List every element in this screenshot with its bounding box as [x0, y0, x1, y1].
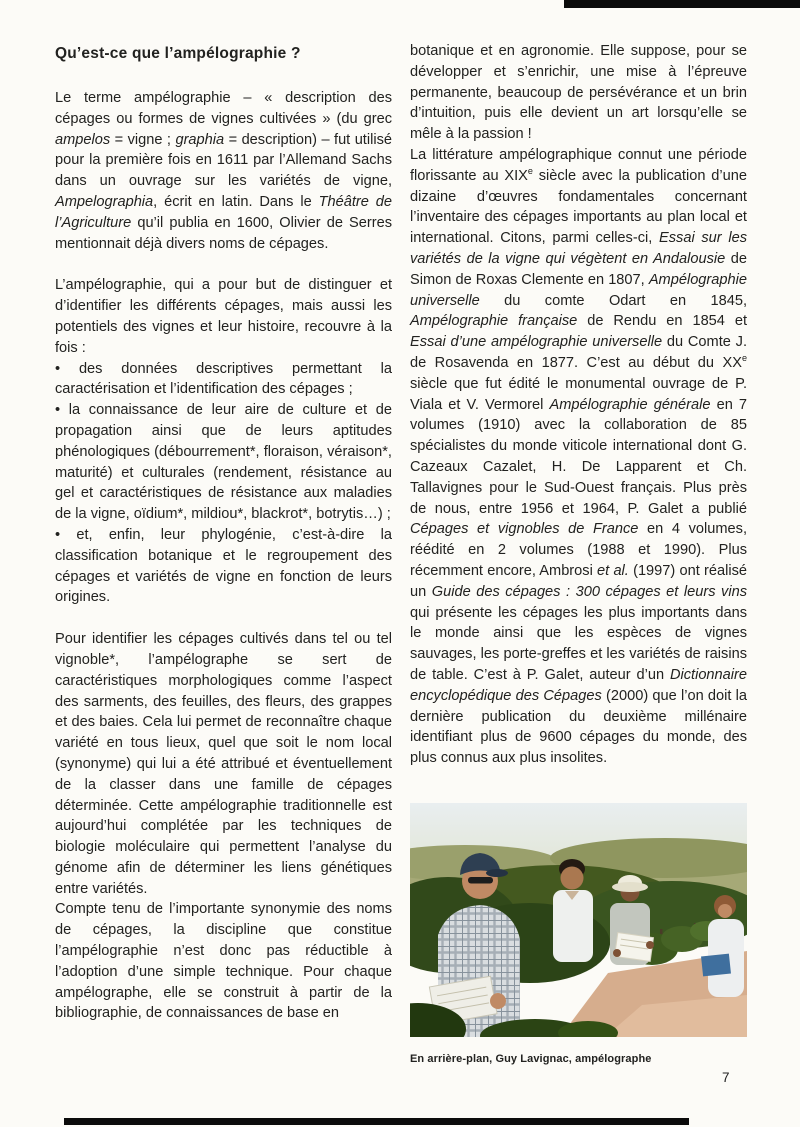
- print-mark-top: [564, 0, 800, 8]
- paragraph-identification: Pour identifier les cépages cultivés dans tel ou tel vignoble*, l’ampélographe se sert de caractéristiques morphologiques comme l’aspect des sarments, des feuilles, des fleurs, des grappes et des baies. Cela lui permet de reconnaître chaque variété en tous lieux, quel que soit le nom local (synonyme) qui lui a été attribué et éventuellement de la classer dans une famille de cépages déterminée. Cette ampélographie traditionnelle est aujourd’hui complétée par les techniques de biologie moléculaire qui permettent l’analyse du génome afin de déterminer les liens génétiques entre variétés.: [55, 631, 392, 897]
- print-mark-bottom: [64, 1118, 689, 1125]
- photo-caption: En arrière-plan, Guy Lavignac, ampélographe: [410, 1052, 652, 1065]
- left-column: [55, 45, 392, 1024]
- paragraph-continuation: botanique et en agronomie. Elle suppose, pour se développer et s’enrichir, une mise à l’épreuve permanente, beaucoup de persévérance et un brin d’intuition, puis elle devient un art lorsqu’elle se mêle à la passion !: [410, 43, 747, 143]
- bullet-descriptive-data: • des données descriptives permettant la caractérisation et l’identification des cépages ;: [55, 360, 392, 398]
- vineyard-photo: [410, 803, 747, 1065]
- page-heading: Qu’est-ce que l’ampélographie ?: [55, 45, 301, 62]
- vineyard-photo-illustration: [410, 803, 747, 1037]
- bullet-culture-knowledge: • la connaissance de leur aire de culture et de propagation ainsi que de leurs aptitudes phénologiques (débourrement*, floraison, véraison*, maturité) et culturales (rendement, résistance au gel et caractéristiques de résistance aux maladies de la vigne, oïdium*, mildiou*, blackrot*, botrytis…) ;: [55, 402, 392, 523]
- paragraph-synonymy: Compte tenu de l’importante synonymie des noms de cépages, la discipline que constitue l’ampélographie n’est donc pas réductible à l’adoption d’une simple technique. Pour chaque ampélographe, elle se construit à partir de la bibliographie, de connaissances de base en: [55, 901, 392, 1022]
- paragraph-definition: Le terme ampélographie – « description des cépages ou formes de vignes cultivées » (du grec ampelos = vigne ; graphia = description) – fut utilisé pour la première fois en 1611 par l’Allemand Sachs dans un ouvrage sur les variétés de vigne, Ampelographia, écrit en latin. Dans le Théâtre de l’Agriculture qu’il publia en 1600, Olivier de Serres mentionnait déjà divers noms de cépages.: [55, 90, 393, 252]
- paragraph-scope-intro: L’ampélographie, qui a pour but de distinguer et d’identifier les différents cépages, mais aussi les potentiels des vignes et leur histoire, recouvre à la fois :: [55, 277, 392, 356]
- right-column: [410, 41, 747, 1065]
- page-number: 7: [722, 1070, 730, 1085]
- bullet-phylogeny: • et, enfin, leur phylogénie, c’est-à-dire la classification botanique et le regroupement des cépages et variétés de vigne en fonction de leurs origines.: [55, 526, 392, 606]
- paragraph-literature: La littérature ampélographique connut une période florissante au XIXe siècle avec la publication d’une dizaine d’œuvres fondamentales concernant l’inventaire des cépages importants au plan local et international. Citons, parmi celles-ci, Essai sur les variétés de la vigne qui végètent en Andalousie de Simon de Roxas Clemente en 1807, Ampélographie universelle du comte Odart en 1845, Ampélographie française de Rendu en 1854 et Essai d’une ampélographie universelle du Comte J. de Rosavenda en 1877. C’est au début du XXe siècle que fut édité le monumental ouvrage de P. Viala et V. Vermorel Ampélographie générale en 7 volumes (1910) avec la collaboration de 85 spécialistes du monde viticole international dont G. Cazeaux Cazalet, H. De Lapparent et Ch. Tallavignes pour le Sud-Ouest français. Plus près de nous, entre 1956 et 1964, P. Galet a publié Cépages et vignobles de France en 4 volumes, réédité en 2 volumes (1988 et 1990). Plus récemment encore, Ambrosi et al. (1997) ont réalisé un Guide des cépages : 300 cépages et leurs vins qui présente les cépages les plus importants dans le monde ainsi que les espèces de vignes sauvages, les porte-greffes et les variétés de raisins de table. C’est à P. Galet, auteur d’un Dictionnaire encyclopédique des Cépages (2000) que l’on doit la dernière publication du deuxième millénaire identifiant plus de 9600 cépages du monde, des plus connus aux plus insolites.: [410, 146, 748, 767]
